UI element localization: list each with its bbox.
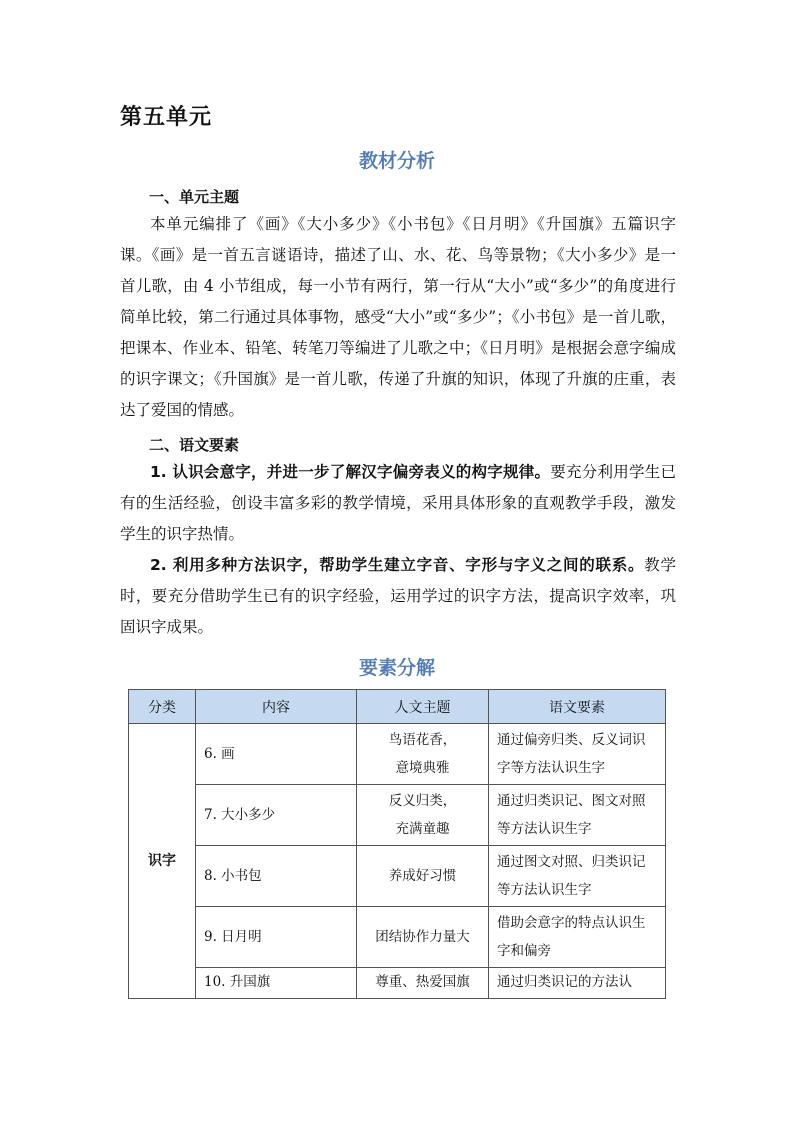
element-cell: 借助会意字的特点认识生字和偏旁	[489, 907, 666, 968]
content-cell: 8. 小书包	[196, 846, 357, 907]
elements-table	[128, 689, 666, 999]
element-1-key-point: 1. 认识会意字，并进一步了解汉字偏旁表义的构字规律。	[150, 463, 551, 481]
element-cell: 通过归类识记的方法认	[489, 968, 666, 999]
paragraph-element-1	[120, 457, 676, 550]
theme-cell: 团结协作力量大	[357, 907, 489, 968]
header-category: 分类	[129, 690, 196, 724]
element-2-key-point: 2. 利用多种方法识字，帮助学生建立字音、字形与字义之间的联系。	[150, 556, 645, 574]
content-cell: 6. 画	[196, 724, 357, 785]
header-element: 语文要素	[489, 690, 666, 724]
content-cell: 10. 升国旗	[196, 968, 357, 999]
table-row	[129, 785, 666, 846]
theme-cell: 尊重、热爱国旗	[357, 968, 489, 999]
category-cell: 识字	[129, 724, 196, 999]
element-2-text: 教学时，要充分借助学生已有的识字经验，运用学过的识字方法，提高识字效率，巩固识字成果。	[120, 556, 676, 636]
content-cell: 9. 日月明	[196, 907, 357, 968]
paragraph-element-2	[120, 550, 676, 643]
content-cell: 7. 大小多少	[196, 785, 357, 846]
theme-cell: 鸟语花香， 意境典雅	[357, 724, 489, 785]
table-row	[129, 968, 666, 999]
table-row	[129, 724, 666, 785]
section-title-breakdown: 要素分解	[358, 657, 435, 679]
heading-language-elements: 二、语文要素	[149, 436, 240, 454]
theme-cell: 反义归类， 充满童趣	[357, 785, 489, 846]
element-cell: 通过归类识记、图文对照等方法认识生字	[489, 785, 666, 846]
element-cell: 通过偏旁归类、反义词识字等方法认识生字	[489, 724, 666, 785]
table-header-row	[129, 690, 666, 724]
element-1-text: 要充分利用学生已有的生活经验，创设丰富多彩的教学情境，采用具体形象的直观教学手段，激发学生的识字热情。	[120, 463, 676, 543]
section-title-analysis: 教材分析	[358, 150, 435, 172]
theme-cell: 养成好习惯	[357, 846, 489, 907]
header-theme: 人文主题	[357, 690, 489, 724]
table-row	[129, 846, 666, 907]
heading-unit-theme: 一、单元主题	[149, 188, 240, 206]
table-row	[129, 907, 666, 968]
header-content: 内容	[196, 690, 357, 724]
unit-title: 第五单元	[120, 105, 213, 130]
paragraph-unit-theme: 本单元编排了《画》《大小多少》《小书包》《日月明》《升国旗》五篇识字课。《画》是一首五言谜语诗，描述了山、水、花、鸟等景物；《大小多少》是一首儿歌，由 4 小节组成，每一小节有两行，第一行从“大小”或“多少”的角度进行简单比较，第二行通过具体事物，感受“大小”或“多少”；《小书包》是一首儿歌，把课本、作业本、铅笔、转笔刀等编进了儿歌之中；《日月明》是根据会意字编成的识字课文；《升国旗》是一首儿歌，传递了升旗的知识，体现了升旗的庄重，表达了爱国的情感。	[120, 215, 676, 419]
element-cell: 通过图文对照、归类识记等方法认识生字	[489, 846, 666, 907]
